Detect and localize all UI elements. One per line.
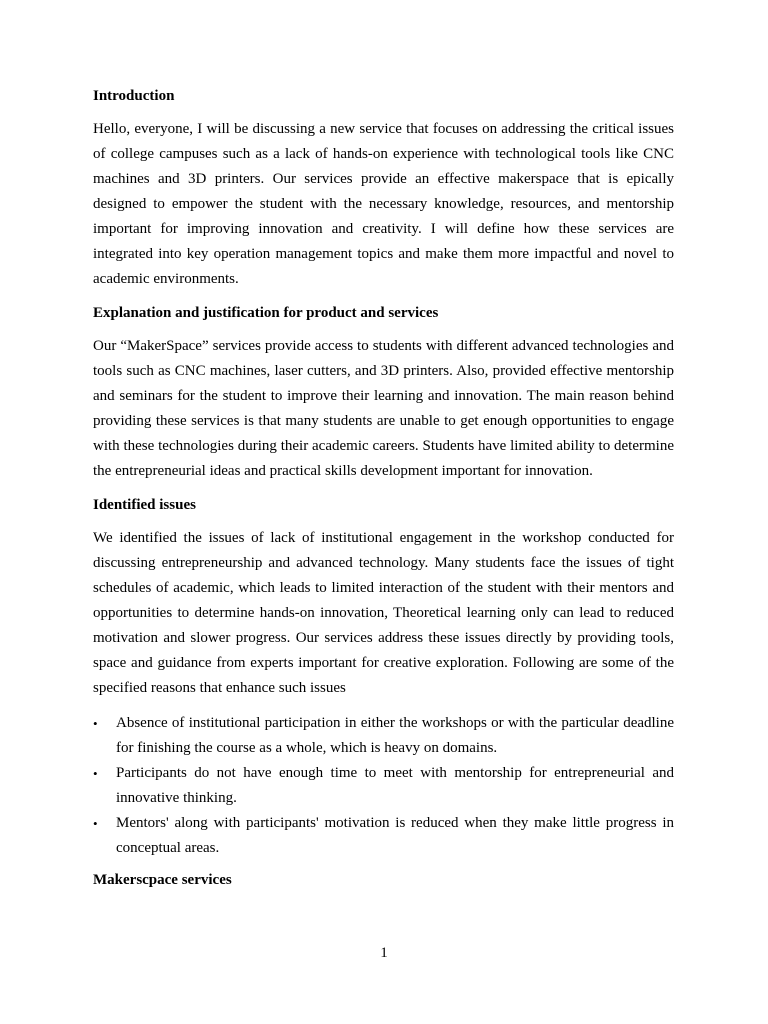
list-item-text: Participants do not have enough time to meet with mentorship for entrepreneurial and innovative thinking. <box>116 765 674 806</box>
identified-issues-paragraph: We identified the issues of lack of institutional engagement in the workshop conducted for discussing entrepreneurship and advanced technology. Many students face the issues of tight schedules of academic, which leads to limited interaction of the student with their mentors and opportunities to determine hands-on innovation, Theoretical learning only can lead to reduced motivation and slower progress. Our services address these issues directly by providing tools, space and guidance from experts important for creative exploration. Following are some of the specified reasons that enhance such issues <box>93 530 674 696</box>
list-item <box>93 711 674 761</box>
section-heading-makerspace-services: Makerscpace services <box>93 872 232 888</box>
explanation-paragraph: Our “MakerSpace” services provide access to students with different advanced technologies and tools such as CNC machines, laser cutters, and 3D printers. Also, provided effective mentorship and seminars for the student to improve their learning and innovation. The main reason behind providing these services is that many students are unable to get enough opportunities to engage with these technologies during their academic careers. Students have limited ability to determine the entrepreneurial ideas and practical skills development important for innovation. <box>93 338 674 479</box>
section-heading-introduction: Introduction <box>93 88 175 104</box>
list-item-text: Absence of institutional participation in either the workshops or with the particular deadline for finishing the course as a whole, which is heavy on domains. <box>116 715 674 756</box>
document-body <box>93 85 674 901</box>
section-heading-explanation: Explanation and justification for product and services <box>93 305 439 321</box>
section-heading-identified-issues: Identified issues <box>93 497 196 513</box>
list-item <box>93 811 674 861</box>
issues-bullet-list <box>93 711 674 861</box>
bullet-icon: • <box>93 766 98 781</box>
list-item-text: Mentors' along with participants' motivation is reduced when they make little progress in conceptual areas. <box>116 815 674 856</box>
introduction-paragraph: Hello, everyone, I will be discussing a new service that focuses on addressing the critical issues of college campuses such as a lack of hands-on experience with technological tools like CNC machines and 3D printers. Our services provide an effective makerspace that is epically designed to empower the student with the necessary knowledge, resources, and mentorship important for improving innovation and creativity. I will define how these services are integrated into key operation management topics and make them more impactful and novel to academic environments. <box>93 121 674 287</box>
list-item <box>93 761 674 811</box>
bullet-icon: • <box>93 716 98 731</box>
page-number: 1 <box>380 945 388 961</box>
bullet-icon: • <box>93 816 98 831</box>
